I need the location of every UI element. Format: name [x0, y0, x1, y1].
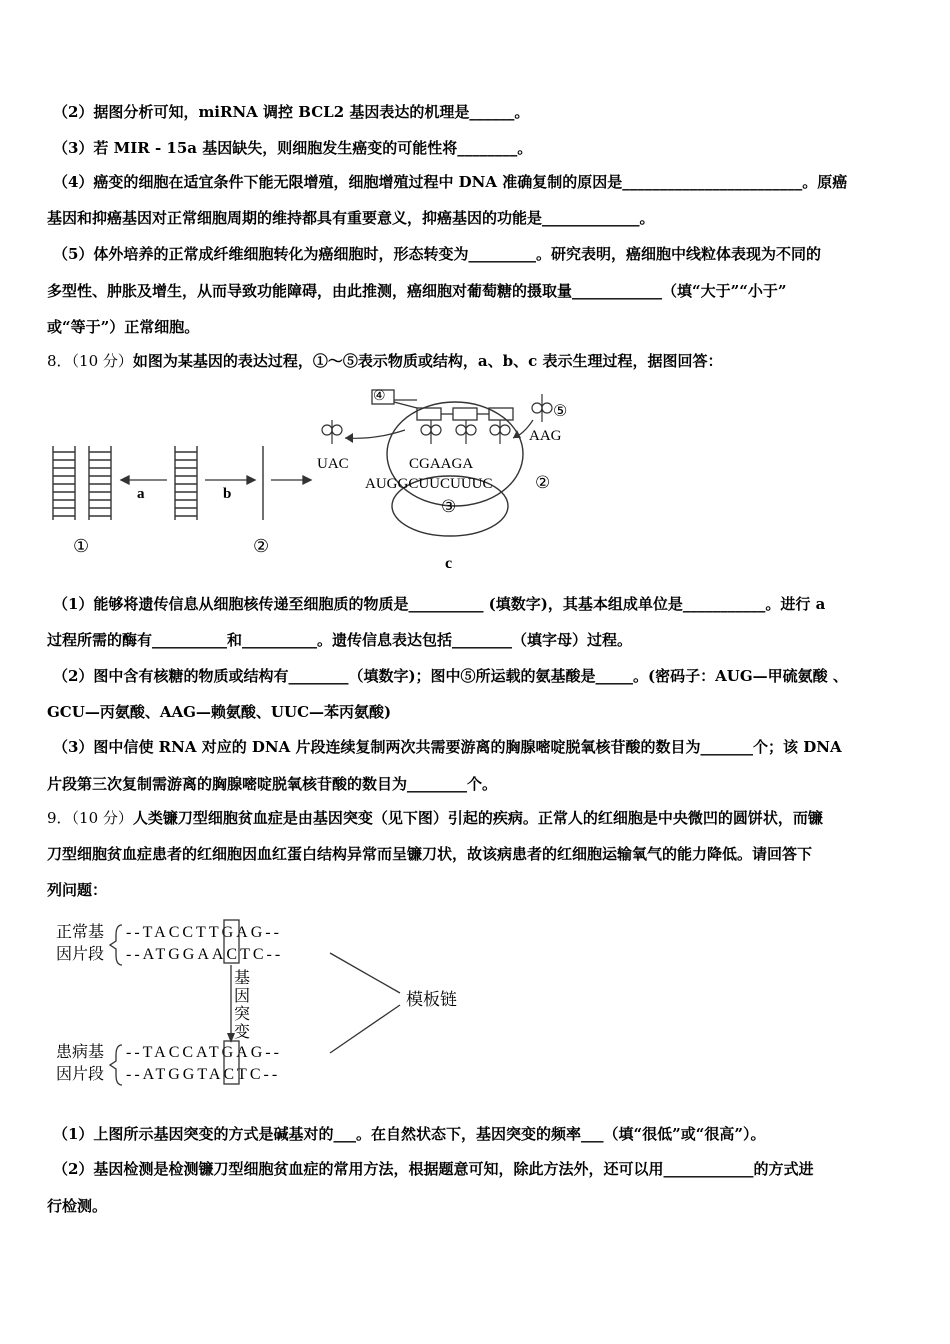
sick-top-strand: --TACCATGAG-- [126, 1044, 282, 1061]
trna-sequence: CGAAGA [409, 456, 474, 472]
q9-part1: （1）上图所示基因突变的方式是碱基对的___。在自然状态下，基因突变的频率___（填“很低”或“很高”）。 [53, 1125, 766, 1143]
gene-expression-figure [45, 380, 605, 575]
normal-label-1: 正常基 [56, 924, 105, 941]
label-2: ② [253, 536, 270, 556]
sick-bottom-strand: --ATGGTACTC-- [126, 1066, 281, 1083]
anticodon-right: AAG [529, 428, 562, 444]
arrow-b-label: b [223, 486, 232, 502]
mutation-char-1: 基 [234, 970, 251, 987]
prev-q4-line1: （4）癌变的细胞在适宜条件下能无限增殖，细胞增殖过程中 DNA 准确复制的原因是________________________。原癌 [53, 173, 848, 191]
q8-part1-line1: （1）能够将遗传信息从细胞核传递至细胞质的物质是__________ (填数字)，其基本组成单位是___________。进行 a [53, 595, 826, 613]
sick-label-2: 因片段 [56, 1066, 105, 1083]
label-5: ⑤ [553, 403, 568, 420]
prev-q2: （2）据图分析可知，miRNA 调控 BCL2 基因表达的机理是______。 [53, 103, 530, 121]
q9-header [47, 808, 907, 828]
q9-stem-line3: 列问题： [47, 881, 108, 899]
template-strand-label: 模板链 [406, 990, 457, 1009]
q9-stem-line1: 人类镰刀型细胞贫血症是由基因突变（见下图）引起的疾病。正常人的红细胞是中央微凹的圆饼状，而镰 [132, 809, 823, 827]
anticodon-left: UAC [317, 456, 349, 472]
sick-brace [110, 1045, 122, 1085]
q9-number: 9．（10 分） [47, 809, 133, 827]
template-strand-pointers [330, 953, 400, 1053]
q8-header [47, 351, 907, 371]
prev-q5-line2: 多型性、肿胀及增生，从而导致功能障碍，由此推测，癌细胞对葡萄糖的摄取量____________（填“大于”“小于” [47, 282, 787, 300]
dna-double-helix-1 [53, 446, 111, 520]
label-2-mrna: ② [535, 473, 551, 492]
mrna-sequence: AUGGCUUCUUUC [365, 476, 493, 492]
q8-part3-line2: 片段第三次复制需游离的胸腺嘧啶脱氧核苷酸的数目为________个。 [47, 775, 498, 793]
prev-q5-line1: （5）体外培养的正常成纤维细胞转化为癌细胞时，形态转变为_________。研究表明，癌细胞中线粒体表现为不同的 [53, 245, 821, 263]
trna-exit-arrowhead [345, 433, 353, 443]
process-arrows [121, 476, 311, 484]
arrow-a-label: a [137, 486, 145, 502]
q8-stem: 如图为某基因的表达过程，①～⑤表示物质或结构，a、b、c 表示生理过程，据图回答： [132, 352, 723, 370]
mutation-char-4: 变 [234, 1024, 251, 1041]
prev-q4-line2: 基因和抑癌基因对正常细胞周期的维持都具有重要意义，抑癌基因的功能是_____________。 [47, 209, 655, 227]
sick-label-1: 患病基 [56, 1044, 105, 1061]
q8-number: 8．（10 分） [47, 352, 133, 370]
peptide-chain [372, 390, 513, 420]
arrow-c-label: c [445, 555, 453, 572]
q8-part2-line1: （2）图中含有核糖的物质或结构有________（填数字)；图中⑤所运载的氨基酸是_____。(密码子：AUG—甲硫氨酸 、 [53, 667, 848, 685]
gene-mutation-figure [50, 915, 490, 1095]
mutation-char-3: 突 [234, 1006, 251, 1023]
label-1: ① [73, 536, 90, 556]
q8-part2-line2: GCU—丙氨酸、AAG—赖氨酸、UUC—苯丙氨酸) [47, 703, 392, 721]
normal-brace [110, 925, 122, 965]
normal-bottom-strand: --ATGGAACTC-- [126, 946, 284, 963]
prev-q5-line3: 或“等于”）正常细胞。 [47, 318, 200, 336]
prev-q3: （3）若 MIR - 15a 基因缺失，则细胞发生癌变的可能性将________。 [53, 139, 533, 157]
label-3: ③ [441, 497, 457, 516]
mutation-char-2: 因 [234, 988, 251, 1005]
q9-stem-line2: 刀型细胞贫血症患者的红细胞因血红蛋白结构异常而呈镰刀状，故该病患者的红细胞运输氧气的能力降低。请回答下 [47, 845, 813, 863]
label-4: ④ [373, 389, 386, 404]
normal-label-2: 因片段 [56, 946, 105, 963]
q9-part2-line2: 行检测。 [47, 1197, 108, 1215]
q8-part1-line2: 过程所需的酶有__________和__________。遗传信息表达包括________（填字母）过程。 [47, 631, 633, 649]
q9-part2-line1: （2）基因检测是检测镰刀型细胞贫血症的常用方法，根据题意可知，除此方法外，还可以用____________的方式进 [53, 1160, 814, 1178]
normal-top-strand: --TACCTTGAG-- [126, 924, 282, 941]
q8-part3-line1: （3）图中信使 RNA 对应的 DNA 片段连续复制两次共需要游离的胸腺嘧啶脱氧核苷酸的数目为_______个；该 DNA [53, 738, 842, 756]
